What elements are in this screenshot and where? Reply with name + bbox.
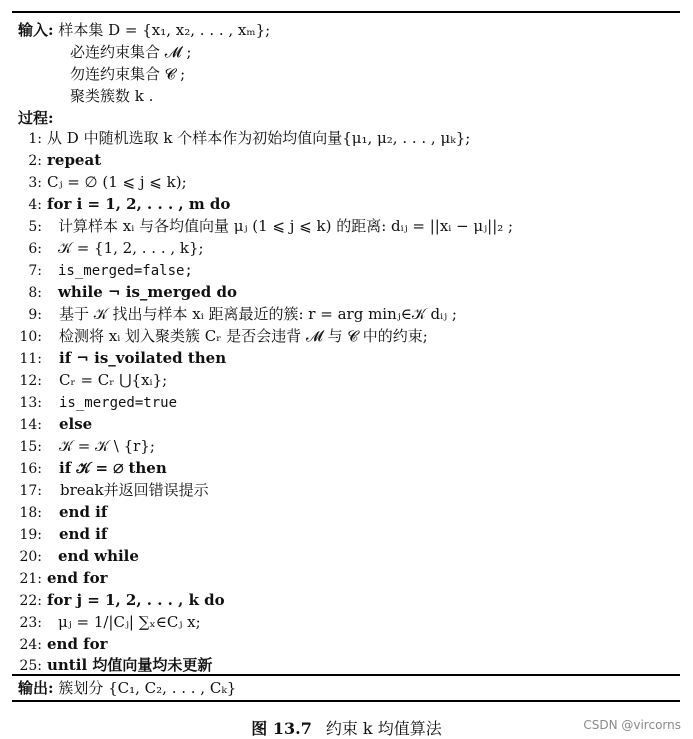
input-text-3: 勿连约束集合 𝓒 ; [70, 65, 186, 83]
output-text: 簇划分 {C₁, C₂, . . . , Cₖ} [58, 679, 237, 697]
step-4: 4: for i = 1, 2, . . . , m do [28, 195, 231, 213]
step-11: 11: if ¬ is_voilated then [19, 349, 227, 367]
step-5: 5: 计算样本 xᵢ 与各均值向量 μⱼ (1 ⩽ j ⩽ k) 的距离: dᵢⱼ = ||xᵢ − μⱼ||₂ ; [28, 217, 514, 235]
step-21: 21: end for [19, 569, 108, 587]
step-3: 3: Cⱼ = ∅ (1 ⩽ j ⩽ k); [28, 173, 187, 191]
step-1: 1: 从 D 中随机选取 k 个样本作为初始均值向量{μ₁, μ₂, . . . , μₖ}; [28, 129, 471, 147]
bottom-rule [12, 700, 680, 702]
input-line-1 [18, 20, 683, 41]
step-12: 12: Cᵣ = Cᵣ ⋃{xᵢ}; [19, 371, 168, 389]
step-22: 22: for j = 1, 2, . . . , k do [19, 591, 225, 609]
step-9: 9: 基于 𝒦 找出与样本 xᵢ 距离最近的簇: r = arg minⱼ∈𝒦 dᵢⱼ ; [28, 305, 457, 323]
input-text-2: 必连约束集合 𝓜 ; [70, 43, 192, 61]
step-14: 14: else [19, 415, 93, 433]
watermark: CSDN @vircorns [583, 718, 681, 732]
step-16: 16: if 𝒦 = ∅ then [19, 459, 167, 477]
step-13: 13: is_merged=true [19, 395, 178, 411]
output-top-rule [12, 674, 680, 676]
step-7: 7: is_merged=false; [28, 263, 193, 279]
step-8: 8: while ¬ is_merged do [28, 283, 237, 301]
step-23: 23: μⱼ = 1/|Cⱼ| ∑ₓ∈Cⱼ x; [19, 613, 201, 631]
input-line-3 [70, 64, 683, 85]
top-rule [12, 11, 680, 13]
input-text-4: 聚类簇数 k . [70, 87, 154, 105]
process-line [18, 108, 683, 129]
step-18: 18: end if [19, 503, 108, 521]
step-25: 25: until 均值向量均未更新 [19, 656, 213, 674]
step-20: 20: end while [19, 547, 139, 565]
process-label: 过程: [18, 109, 54, 127]
step-6: 6: 𝒦 = {1, 2, . . . , k}; [28, 239, 204, 257]
step-24: 24: end for [19, 635, 108, 653]
figure-title: 约束 k 均值算法 [325, 719, 442, 738]
step-19: 19: end if [19, 525, 108, 543]
input-text-1: 样本集 D = {x₁, x₂, . . . , xₘ}; [58, 21, 271, 39]
output-line [18, 678, 683, 699]
step-10: 10: 检测将 xᵢ 划入聚类簇 Cᵣ 是否会违背 𝓜 与 𝓒 中的约束; [19, 327, 428, 345]
figure-number: 图 13.7 [251, 719, 312, 738]
step-17: 17: break并返回错误提示 [19, 481, 209, 499]
input-line-4 [70, 86, 683, 107]
output-label: 输出: [18, 679, 54, 697]
input-label: 输入: [18, 21, 54, 39]
step-2: 2: repeat [28, 151, 102, 169]
input-line-2 [70, 42, 683, 63]
step-15: 15: 𝒦 = 𝒦 \ {r}; [19, 437, 155, 455]
